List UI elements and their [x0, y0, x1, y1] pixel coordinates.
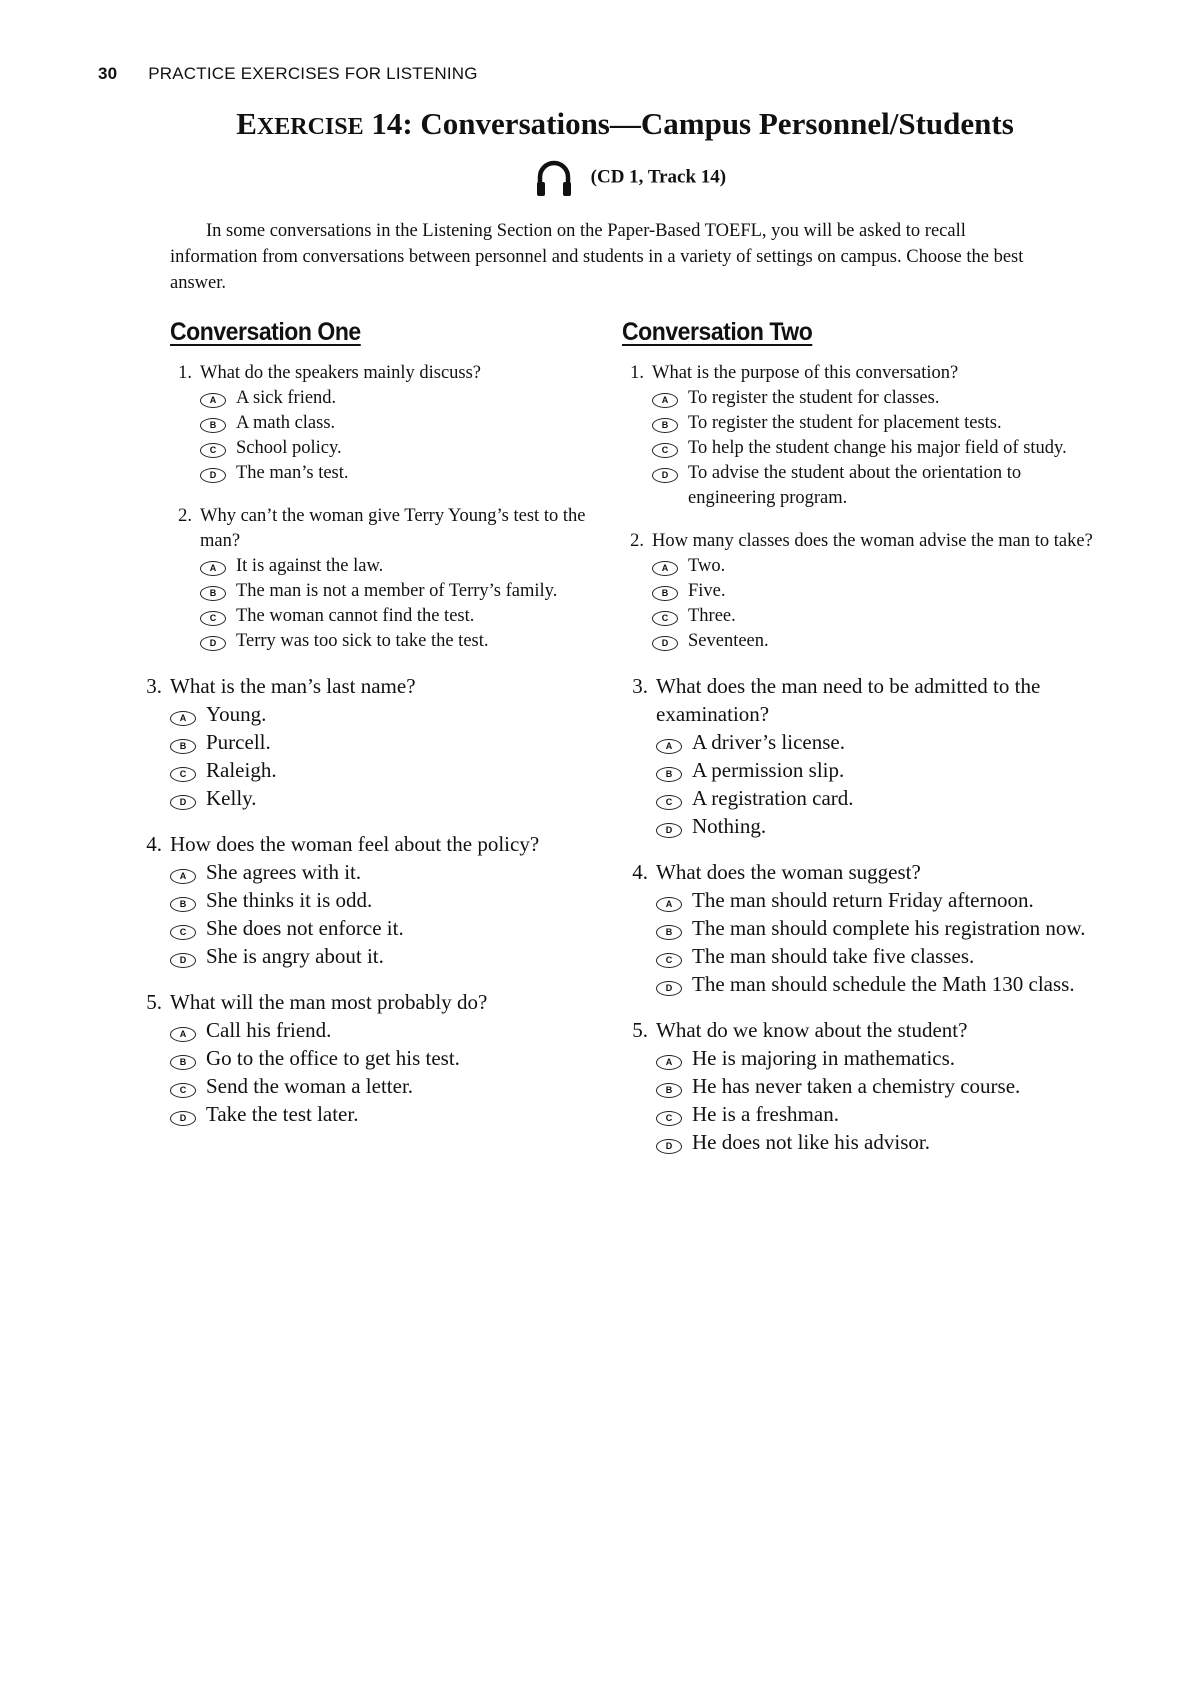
answer-text: Raleigh.	[206, 758, 277, 782]
question-1	[170, 361, 600, 486]
answer-bubble-icon[interactable]: A	[656, 897, 682, 912]
answer-option[interactable]	[170, 1016, 600, 1044]
question-number: 3.	[632, 674, 648, 698]
answer-bubble-icon[interactable]: A	[170, 711, 196, 726]
answer-text: The man should return Friday afternoon.	[692, 888, 1034, 912]
answer-option[interactable]	[200, 411, 600, 436]
answer-option[interactable]	[656, 914, 1102, 942]
answer-bubble-icon[interactable]: A	[656, 1055, 682, 1070]
answer-bubble-icon[interactable]: B	[656, 767, 682, 782]
question-stem: What is the purpose of this conversation?	[652, 363, 959, 383]
answer-bubble-wrap	[656, 1128, 692, 1156]
answer-text: School policy.	[236, 438, 342, 458]
answer-bubble-wrap	[656, 756, 692, 784]
answer-bubble-icon[interactable]: B	[200, 586, 226, 601]
answer-text: She thinks it is odd.	[206, 888, 373, 912]
title-smallcaps: XERCISE	[256, 114, 364, 140]
answer-text: It is against the law.	[236, 556, 384, 576]
answer-bubble-icon[interactable]: C	[170, 925, 196, 940]
title-rest: 14: Conversations—Campus Personnel/Students	[363, 106, 1014, 141]
answer-options	[656, 1044, 1102, 1156]
answer-bubble-icon[interactable]: B	[656, 1083, 682, 1098]
answer-text: A driver’s license.	[692, 730, 845, 754]
answer-bubble-wrap	[652, 579, 688, 604]
answer-text: Terry was too sick to take the test.	[236, 631, 489, 651]
question-number: 3.	[146, 674, 162, 698]
answer-bubble-wrap	[170, 728, 206, 756]
answer-bubble-wrap	[200, 411, 236, 436]
answer-option[interactable]	[170, 1100, 600, 1128]
answer-text: He is a freshman.	[692, 1102, 839, 1126]
answer-option[interactable]	[200, 629, 600, 654]
answer-bubble-icon[interactable]: B	[652, 586, 678, 601]
answer-option[interactable]	[652, 629, 1102, 654]
answer-text: To register the student for classes.	[688, 388, 940, 408]
answer-option[interactable]	[656, 1100, 1102, 1128]
answer-bubble-icon[interactable]: A	[170, 869, 196, 884]
question-1	[622, 361, 1102, 511]
answer-text: Seventeen.	[688, 631, 769, 651]
answer-bubble-icon[interactable]: A	[200, 561, 226, 576]
answer-text: Three.	[688, 606, 736, 626]
answer-option[interactable]	[656, 1044, 1102, 1072]
answer-options	[652, 386, 1102, 511]
answer-text: Purcell.	[206, 730, 271, 754]
answer-option[interactable]	[170, 858, 600, 886]
answer-bubble-wrap	[200, 604, 236, 629]
running-title: PRACTICE EXERCISES FOR LISTENING	[148, 64, 478, 83]
answer-option[interactable]	[656, 812, 1102, 840]
question-5	[626, 1016, 1102, 1156]
answer-option[interactable]	[656, 728, 1102, 756]
answer-option[interactable]	[656, 970, 1102, 998]
question-body	[170, 830, 600, 970]
question-stem: What is the man’s last name?	[170, 674, 416, 698]
answer-bubble-wrap	[656, 914, 692, 942]
answer-bubble-wrap	[200, 554, 236, 579]
answer-option[interactable]	[200, 461, 600, 486]
answer-option[interactable]	[656, 942, 1102, 970]
answer-text: He has never taken a chemistry course.	[692, 1074, 1021, 1098]
answer-bubble-wrap	[170, 942, 206, 970]
answer-options	[656, 886, 1102, 998]
question-number: 2.	[630, 531, 644, 551]
answer-bubble-icon[interactable]: D	[170, 1111, 196, 1126]
answer-text: Go to the office to get his test.	[206, 1046, 460, 1070]
answer-text: A math class.	[236, 413, 336, 433]
answer-bubble-icon[interactable]: C	[656, 1111, 682, 1126]
conversation-one-heading: Conversation One	[170, 318, 361, 346]
answer-bubble-wrap	[170, 1072, 206, 1100]
answer-text: A sick friend.	[236, 388, 337, 408]
answer-text: To advise the student about the orientation to engineering program.	[688, 463, 1022, 508]
answer-text: The man’s test.	[236, 463, 349, 483]
answer-option[interactable]	[656, 1072, 1102, 1100]
question-body	[656, 1016, 1102, 1156]
question-3	[140, 672, 600, 812]
question-number: 5.	[146, 990, 162, 1014]
cd-track-line	[0, 158, 1200, 198]
answer-bubble-icon[interactable]: B	[170, 897, 196, 912]
answer-bubble-icon[interactable]: C	[200, 611, 226, 626]
answer-option[interactable]	[200, 554, 600, 579]
answer-bubble-icon[interactable]: D	[200, 468, 226, 483]
answer-text: Two.	[688, 556, 726, 576]
answer-bubble-wrap	[656, 728, 692, 756]
answer-bubble-wrap	[656, 942, 692, 970]
answer-option[interactable]	[170, 1072, 600, 1100]
answer-bubble-icon[interactable]: D	[652, 468, 678, 483]
answer-bubble-icon[interactable]: C	[170, 1083, 196, 1098]
conversation-one-questions	[146, 361, 600, 1128]
answer-text: She agrees with it.	[206, 860, 362, 884]
answer-bubble-icon[interactable]: B	[170, 739, 196, 754]
answer-bubble-wrap	[652, 411, 688, 436]
answer-bubble-icon[interactable]: C	[200, 443, 226, 458]
answer-text: The man should complete his registration now.	[692, 916, 1086, 940]
answer-bubble-icon[interactable]: A	[656, 739, 682, 754]
question-body	[170, 672, 600, 812]
answer-bubble-icon[interactable]: B	[200, 418, 226, 433]
answer-text: Young.	[206, 702, 267, 726]
answer-text: A permission slip.	[692, 758, 845, 782]
answer-option[interactable]	[652, 411, 1102, 436]
answer-option[interactable]	[652, 554, 1102, 579]
answer-bubble-wrap	[200, 461, 236, 486]
answer-bubble-wrap	[652, 554, 688, 579]
answer-option[interactable]	[656, 756, 1102, 784]
answer-bubble-wrap	[656, 784, 692, 812]
question-stem: How does the woman feel about the policy?	[170, 832, 540, 856]
question-body	[200, 504, 600, 654]
answer-text: She is angry about it.	[206, 944, 384, 968]
answer-text: He is majoring in mathematics.	[692, 1046, 956, 1070]
answer-bubble-wrap	[200, 386, 236, 411]
answer-options	[652, 554, 1102, 654]
answer-option[interactable]	[652, 386, 1102, 411]
question-number: 4.	[632, 860, 648, 884]
question-stem: What do we know about the student?	[656, 1018, 968, 1042]
answer-bubble-wrap	[652, 436, 688, 461]
answer-option[interactable]	[652, 579, 1102, 604]
answer-bubble-wrap	[652, 386, 688, 411]
question-number: 5.	[632, 1018, 648, 1042]
answer-bubble-icon[interactable]: D	[656, 1139, 682, 1154]
answer-text: The man is not a member of Terry’s family.	[236, 581, 558, 601]
answer-bubble-wrap	[170, 1016, 206, 1044]
answer-bubble-icon[interactable]: C	[656, 953, 682, 968]
exercise-title	[0, 106, 1200, 142]
answer-text: She does not enforce it.	[206, 916, 404, 940]
answer-option[interactable]	[200, 436, 600, 461]
answer-bubble-wrap	[170, 1100, 206, 1128]
answer-options	[200, 554, 600, 654]
answer-bubble-wrap	[656, 1044, 692, 1072]
answer-bubble-icon[interactable]: D	[656, 823, 682, 838]
question-number: 1.	[178, 363, 192, 383]
answer-bubble-wrap	[656, 970, 692, 998]
answer-text: The woman cannot find the test.	[236, 606, 475, 626]
answer-option[interactable]	[170, 942, 600, 970]
answer-bubble-icon[interactable]: C	[652, 443, 678, 458]
answer-bubble-wrap	[652, 461, 688, 511]
answer-option[interactable]	[170, 914, 600, 942]
answer-bubble-wrap	[656, 812, 692, 840]
conversation-two-heading: Conversation Two	[622, 318, 813, 346]
answer-bubble-wrap	[652, 629, 688, 654]
question-stem: How many classes does the woman advise the man to take?	[652, 531, 1093, 551]
question-stem: Why can’t the woman give Terry Young’s test to the man?	[200, 506, 586, 551]
answer-text: Send the woman a letter.	[206, 1074, 414, 1098]
answer-text: Five.	[688, 581, 726, 601]
answer-bubble-icon[interactable]: B	[652, 418, 678, 433]
answer-bubble-wrap	[656, 1100, 692, 1128]
question-4	[140, 830, 600, 970]
answer-bubble-wrap	[170, 914, 206, 942]
answer-options	[200, 386, 600, 486]
answer-bubble-icon[interactable]: B	[170, 1055, 196, 1070]
answer-text: Call his friend.	[206, 1018, 332, 1042]
question-number: 1.	[630, 363, 644, 383]
answer-bubble-icon[interactable]: A	[652, 393, 678, 408]
answer-bubble-wrap	[170, 784, 206, 812]
question-body	[656, 858, 1102, 998]
answer-bubble-wrap	[656, 1072, 692, 1100]
conversation-one	[146, 318, 600, 1146]
question-body	[656, 672, 1102, 840]
answer-bubble-wrap	[200, 579, 236, 604]
question-stem: What will the man most probably do?	[170, 990, 488, 1014]
answer-option[interactable]	[170, 1044, 600, 1072]
answer-option[interactable]	[200, 386, 600, 411]
question-4	[626, 858, 1102, 998]
answer-bubble-icon[interactable]: C	[656, 795, 682, 810]
question-body	[170, 988, 600, 1128]
answer-text: Nothing.	[692, 814, 767, 838]
answer-bubble-icon[interactable]: C	[652, 611, 678, 626]
cd-track-label: (CD 1, Track 14)	[590, 166, 727, 188]
answer-text: To help the student change his major field of study.	[688, 438, 1067, 458]
question-3	[626, 672, 1102, 840]
answer-bubble-wrap	[170, 700, 206, 728]
running-head	[98, 64, 478, 84]
answer-bubble-wrap	[652, 604, 688, 629]
question-5	[140, 988, 600, 1128]
answer-bubble-icon[interactable]: D	[656, 981, 682, 996]
question-stem: What does the man need to be admitted to the examination?	[656, 674, 1041, 726]
conversation-two	[622, 318, 1102, 1174]
answer-bubble-icon[interactable]: A	[200, 393, 226, 408]
question-number: 4.	[146, 832, 162, 856]
answer-bubble-icon[interactable]: D	[170, 953, 196, 968]
answer-bubble-icon[interactable]: B	[656, 925, 682, 940]
answer-option[interactable]	[200, 579, 600, 604]
answer-bubble-icon[interactable]: C	[170, 767, 196, 782]
answer-bubble-icon[interactable]: D	[170, 795, 196, 810]
question-stem: What does the woman suggest?	[656, 860, 921, 884]
answer-options	[170, 858, 600, 970]
answer-option[interactable]	[656, 784, 1102, 812]
answer-text: Kelly.	[206, 786, 257, 810]
answer-bubble-icon[interactable]: A	[170, 1027, 196, 1042]
answer-option[interactable]	[656, 886, 1102, 914]
answer-option[interactable]	[170, 728, 600, 756]
answer-bubble-wrap	[170, 756, 206, 784]
question-2	[622, 529, 1102, 654]
question-body	[200, 361, 600, 486]
answer-option[interactable]	[652, 436, 1102, 461]
answer-option[interactable]	[170, 756, 600, 784]
answer-option[interactable]	[170, 784, 600, 812]
answer-options	[170, 700, 600, 812]
answer-bubble-wrap	[200, 629, 236, 654]
answer-option[interactable]	[170, 886, 600, 914]
conversation-two-questions	[622, 361, 1102, 1156]
answer-bubble-wrap	[170, 1044, 206, 1072]
page-number: 30	[98, 64, 118, 83]
headphones-icon	[534, 158, 574, 198]
answer-bubble-icon[interactable]: D	[652, 636, 678, 651]
answer-bubble-wrap	[170, 886, 206, 914]
instructions: In some conversations in the Listening Section on the Paper-Based TOEFL, you will be asked to recall information from conversations between personnel and students in a variety of settings on campus. Choose the best answer.	[170, 221, 1024, 293]
answer-option[interactable]	[652, 604, 1102, 629]
answer-text: A registration card.	[692, 786, 854, 810]
answer-bubble-wrap	[170, 858, 206, 886]
answer-text: He does not like his advisor.	[692, 1130, 930, 1154]
answer-text: The man should schedule the Math 130 class.	[692, 972, 1075, 996]
question-body	[652, 529, 1102, 654]
answer-option[interactable]	[200, 604, 600, 629]
title-lead: E	[236, 106, 257, 141]
answer-bubble-icon[interactable]: A	[652, 561, 678, 576]
question-2	[170, 504, 600, 654]
answer-text: Take the test later.	[206, 1102, 359, 1126]
answer-bubble-wrap	[200, 436, 236, 461]
answer-bubble-icon[interactable]: D	[200, 636, 226, 651]
question-number: 2.	[178, 506, 192, 526]
answer-options	[170, 1016, 600, 1128]
answer-options	[656, 728, 1102, 840]
answer-text: To register the student for placement tests.	[688, 413, 1002, 433]
answer-option[interactable]	[170, 700, 600, 728]
answer-option[interactable]	[656, 1128, 1102, 1156]
question-stem: What do the speakers mainly discuss?	[200, 363, 482, 383]
answer-text: The man should take five classes.	[692, 944, 975, 968]
answer-bubble-wrap	[656, 886, 692, 914]
answer-option[interactable]	[652, 461, 1102, 511]
question-body	[652, 361, 1102, 511]
